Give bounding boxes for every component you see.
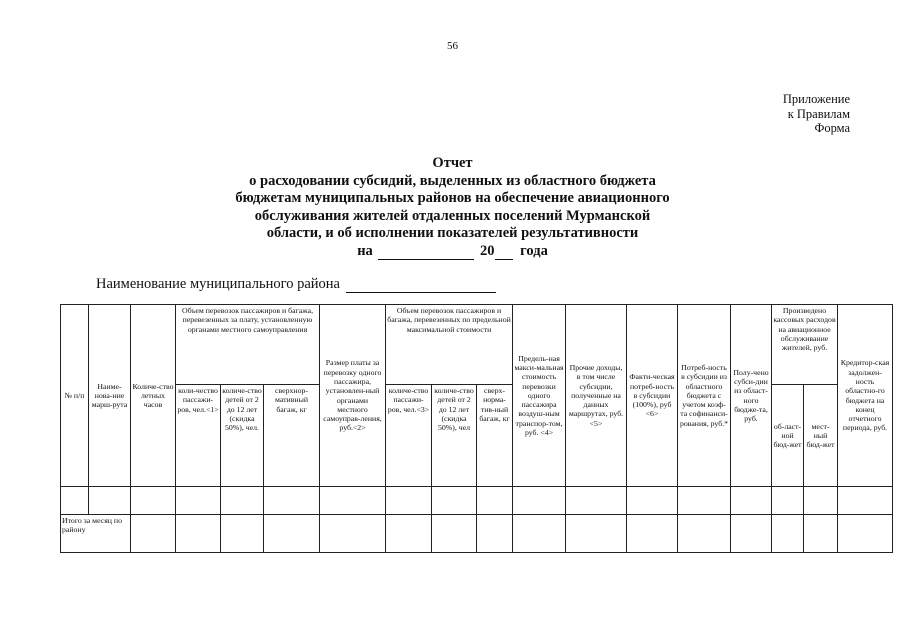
header-fee: Размер платы за перевозку одного пассажира, установлен-ный органами местного самоуправ-ления, руб.<2> — [320, 305, 386, 487]
table-cell — [264, 487, 320, 515]
table-cell — [89, 487, 131, 515]
title-line: о расходовании субсидий, выделенных из областного бюджета — [249, 172, 656, 189]
table-cell — [731, 487, 772, 515]
header-expenses-local: мест-ный бюд-жет — [804, 385, 838, 487]
header-expenses-group: Произведено кассовых расходов на авиационное обслуживание жителей, руб. — [772, 305, 838, 385]
table-cell — [678, 515, 731, 553]
table-cell — [513, 487, 566, 515]
district-label: Наименование муниципального района — [96, 276, 340, 292]
title-line: бюджетам муниципальных районов на обеспечение авиационного — [235, 190, 670, 206]
table-cell — [731, 515, 772, 553]
header-num: № п/п — [61, 305, 89, 487]
title-line: обслуживания жителей отдаленных поселений Мурманской — [254, 207, 651, 224]
header-max-baggage: сверх-норма-тив-ный багаж, кг — [477, 385, 513, 487]
table-cell — [678, 487, 731, 515]
table-cell — [264, 515, 320, 553]
report-title — [0, 155, 905, 260]
table-cell — [221, 487, 264, 515]
table-cell — [804, 515, 838, 553]
table-cell — [61, 487, 89, 515]
table-cell — [432, 487, 477, 515]
table-cell — [772, 515, 804, 553]
header-paid-group: Объем перевозок пассажиров и багажа, перевезенных за плату, установленную органами местного самоуправления — [176, 305, 320, 385]
district-line — [96, 276, 496, 293]
table-cell — [386, 487, 432, 515]
table-cell — [627, 515, 678, 553]
table-cell — [386, 515, 432, 553]
table-cell — [627, 487, 678, 515]
header-received: Полу-чено субси-дии из област-ного бюдже-та, руб. — [731, 305, 772, 487]
date-blank — [378, 246, 474, 260]
table-cell — [566, 487, 627, 515]
title-line: Отчет — [432, 155, 473, 171]
table-cell — [477, 515, 513, 553]
header-max-group: Объем перевозок пассажиров и багажа, перевезенных по предельной максимальной стоимости — [386, 305, 513, 385]
table-cell — [804, 487, 838, 515]
appendix-block — [783, 92, 850, 136]
header-other-income: Прочие доходы, в том числе субсидии, полученные на данных маршрутах, руб. <5> — [566, 305, 627, 487]
header-actual-need: Факти-ческая потреб-ность в субсидии (100%), руб <6> — [627, 305, 678, 487]
table-cell — [176, 487, 221, 515]
table-cell — [320, 515, 386, 553]
header-expenses-regional: об-ласт-ной бюд-жет — [772, 385, 804, 487]
report-table — [60, 304, 893, 553]
table-cell — [432, 515, 477, 553]
table-cell — [566, 515, 627, 553]
district-blank — [346, 279, 496, 293]
appendix-line: Приложение — [782, 92, 850, 106]
table-cell — [838, 487, 893, 515]
page-number: 56 — [447, 40, 458, 52]
table-cell — [176, 515, 221, 553]
header-need-regional: Потреб-ность в субсидии из областного бюджета с учетом коэф-та софинанси-рования, руб.* — [678, 305, 731, 487]
date-prefix: на — [357, 242, 373, 259]
table-cell — [320, 487, 386, 515]
table-row — [61, 487, 893, 515]
header-max-children: количе-ство детей от 2 до 12 лет (скидка 50%), чел — [432, 385, 477, 487]
title-line: области, и об исполнении показателей результативности — [266, 225, 639, 241]
header-route: Наиме-нова-ние марш-рута — [89, 305, 131, 487]
title-date-line — [0, 243, 905, 261]
table-cell — [131, 487, 176, 515]
table-cell — [513, 515, 566, 553]
header-max-passengers: количе-ство пассажи-ров, чел.<3> — [386, 385, 432, 487]
table-cell — [838, 515, 893, 553]
total-label: Итого за месяц по району — [61, 515, 131, 553]
header-max-cost: Предель-ная макси-мальная стоимость перевозки одного пассажира воздуш-ным транспор-том, руб. <4> — [513, 305, 566, 487]
date-year: 20 — [480, 242, 495, 259]
header-paid-passengers: коли-чество пассажи-ров, чел.<1> — [176, 385, 221, 487]
header-debt: Кредитор-ская задолжен-ность областно-го бюджета на конец отчетного периода, руб. — [838, 305, 893, 487]
year-blank — [495, 246, 513, 260]
table-row-total — [61, 515, 893, 553]
table-cell — [131, 515, 176, 553]
table-cell — [221, 515, 264, 553]
appendix-line: к Правилам — [787, 106, 850, 121]
header-paid-baggage: сверхнор-мативный багаж, кг — [264, 385, 320, 487]
header-paid-children: количе-ство детей от 2 до 12 лет (скидка 50%), чел. — [221, 385, 264, 487]
header-hours: Количе-ство летных часов — [131, 305, 176, 487]
date-suffix: года — [520, 242, 548, 259]
table-cell — [477, 487, 513, 515]
appendix-line: Форма — [814, 121, 850, 135]
table-cell — [772, 487, 804, 515]
